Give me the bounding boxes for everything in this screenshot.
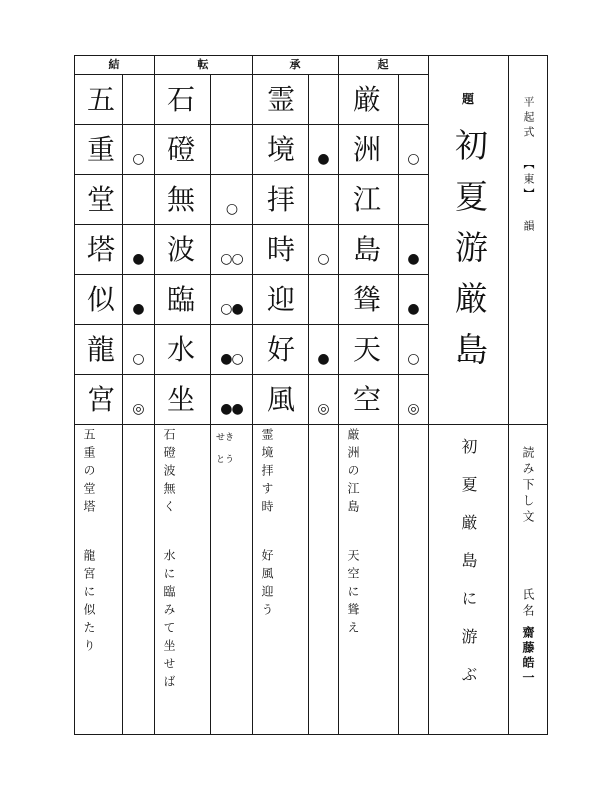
- name-label: 氏名: [521, 588, 535, 620]
- ruby-tou: とう: [216, 455, 235, 465]
- sho-char: 時: [266, 233, 295, 266]
- sho-char: 拝: [266, 183, 295, 216]
- ketsu-char: 似: [86, 283, 115, 316]
- reading-sho-2: 好風迎う: [260, 549, 274, 621]
- reading-sho-1: 霊境拝す時: [260, 428, 274, 518]
- reading-ki-1: 厳洲の江島: [346, 428, 360, 518]
- sho-char: 霊: [266, 83, 295, 116]
- ten-tone-mark: ○●: [220, 301, 243, 317]
- ki-tone-mark: ●: [407, 251, 419, 267]
- reading-ketsu-1: 五重の堂塔: [82, 428, 96, 518]
- ki-char: 空: [352, 383, 381, 416]
- poem-title: 初夏游厳島: [450, 128, 489, 383]
- author-name: 齋藤皓一: [521, 626, 535, 686]
- ki-char: 天: [352, 333, 381, 366]
- ketsu-tone-mark: ●: [132, 251, 144, 267]
- sho-char: 好: [266, 333, 295, 366]
- sho-tone-mark: ●: [317, 351, 329, 367]
- verse-form: 平起式 【東】 韻: [522, 96, 535, 235]
- ki-char: 洲: [352, 133, 381, 166]
- ten-tone-mark: ●●: [220, 401, 243, 417]
- ten-char: 磴: [166, 133, 195, 166]
- reading-ketsu-2: 龍宮に似たり: [82, 549, 96, 657]
- header-ki: 起: [377, 58, 389, 71]
- ten-char: 波: [166, 233, 195, 266]
- ten-char: 水: [166, 333, 195, 366]
- ki-char: 聳: [352, 283, 381, 316]
- ki-char: 厳: [352, 83, 381, 116]
- ketsu-tone-mark: ○: [132, 151, 144, 167]
- ki-tone-mark: ○: [407, 151, 419, 167]
- ketsu-char: 宮: [86, 383, 115, 416]
- reading-label: 読み下し文: [521, 446, 535, 526]
- ketsu-char: 重: [86, 133, 115, 166]
- title-label: 題: [461, 92, 474, 106]
- sho-tone-mark: ◎: [317, 401, 329, 417]
- ketsu-char: 塔: [86, 233, 115, 266]
- header-ten: 転: [197, 58, 209, 71]
- sho-char: 迎: [266, 283, 295, 316]
- ki-char: 江: [352, 183, 381, 216]
- header-ketsu: 結: [108, 58, 120, 71]
- ten-char: 無: [166, 183, 195, 216]
- ketsu-char: 堂: [86, 183, 115, 216]
- ten-tone-mark: ○: [225, 201, 238, 217]
- ten-tone-mark: ○○: [220, 251, 243, 267]
- ki-tone-mark: ○: [407, 351, 419, 367]
- ketsu-tone-mark: ●: [132, 301, 144, 317]
- ketsu-tone-mark: ○: [132, 351, 144, 367]
- ki-tone-mark: ◎: [407, 401, 419, 417]
- ketsu-char: 龍: [86, 333, 115, 366]
- ketsu-tone-mark: ◎: [132, 401, 144, 417]
- sho-tone-mark: ○: [317, 251, 329, 267]
- header-sho: 承: [289, 58, 301, 71]
- reading-ten-1: 石磴波無く: [162, 428, 176, 518]
- reading-ten-2: 水に臨みて坐せば: [162, 549, 176, 693]
- ten-char: 臨: [166, 283, 195, 316]
- ketsu-char: 五: [86, 83, 115, 116]
- sho-tone-mark: ●: [317, 151, 329, 167]
- sho-char: 風: [266, 383, 295, 416]
- reading-title: 初夏厳島に游ぶ: [459, 438, 478, 704]
- sho-char: 境: [266, 133, 295, 166]
- reading-ki-2: 天空に聳え: [346, 549, 360, 639]
- ten-char: 坐: [166, 383, 195, 416]
- ten-char: 石: [166, 83, 195, 116]
- ki-tone-mark: ●: [407, 301, 419, 317]
- ten-tone-mark: ●○: [220, 351, 243, 367]
- ruby-seki: せき: [216, 433, 235, 443]
- ki-char: 島: [352, 233, 381, 266]
